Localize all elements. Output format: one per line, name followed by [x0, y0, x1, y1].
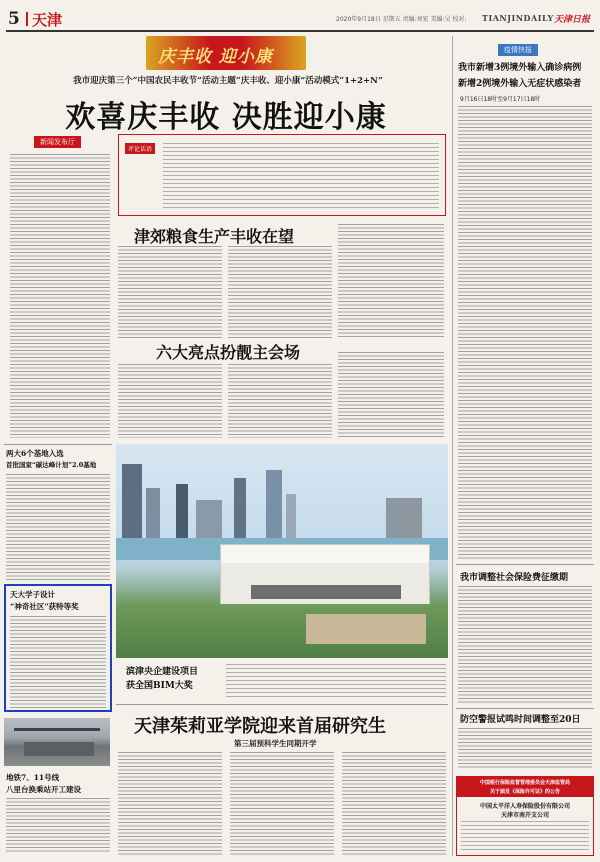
masthead-latin: TIANJINDAILY: [482, 13, 554, 23]
museum-roof: [221, 545, 429, 563]
juilliard-body-1: [118, 752, 222, 856]
social-insurance-body: [458, 586, 592, 704]
epidemic-body: [458, 106, 592, 560]
masthead-logo: 天津日报: [554, 15, 591, 25]
notice-regulator: 中国银行保险监督管理委员会天津监管局: [479, 780, 570, 786]
metro-headline-2: 八里台换乘站开工建设: [6, 785, 81, 794]
dateline: 2020年9月18日 星期五 责编:刘宏 美编:吴 校对:: [336, 16, 467, 23]
photo-caption: [116, 662, 448, 702]
highlighted-story[interactable]: [4, 584, 112, 712]
epidemic-tag: 疫情快报: [498, 44, 538, 56]
epidemic-headline-2: 新增2例境外输入无症状感染者: [458, 79, 582, 89]
juilliard-body-3: [342, 752, 446, 856]
lead-body-column-6: [228, 364, 332, 438]
tower: [176, 484, 188, 538]
section-name: 天津: [32, 11, 63, 29]
lead-body-column-1: [10, 154, 110, 438]
tower: [146, 488, 160, 538]
metro-photo: [4, 718, 110, 766]
lead-story: [6, 36, 448, 441]
museum-window-band: [251, 585, 401, 599]
notice-branch: 天津市南开支公司: [500, 812, 549, 819]
bottom-story: [116, 704, 448, 856]
editor-box-text: [163, 143, 439, 209]
lead-kicker: 我市迎庆第三个“中国农民丰收节”活动主题“庆丰收、迎小康”活动模式“1+2+N”: [73, 76, 383, 86]
header-rule: [6, 30, 594, 32]
lead-body-column-5: [118, 364, 222, 438]
subhead-grain: 津郊粮食生产丰收在望: [134, 227, 295, 246]
banner-text: 庆丰收 迎小康: [158, 47, 273, 67]
right-column: [456, 36, 594, 856]
lead-headline: 欢喜庆丰收 决胜迎小康: [65, 100, 387, 135]
social-insurance-headline: 我市调整社会保险费征缴期: [460, 573, 569, 583]
juilliard-body-2: [230, 752, 334, 856]
lead-body-column-7: [338, 352, 444, 438]
rule-top: [4, 444, 112, 445]
lead-body-column-2: [118, 246, 222, 338]
editor-box-label: 评论话语: [125, 143, 155, 154]
editor-box: [118, 134, 446, 216]
plaza: [306, 614, 426, 644]
base-story-headline-1: 两大6个基地入选: [6, 449, 64, 458]
site-structure: [24, 742, 94, 756]
tower: [196, 500, 222, 538]
base-story-body: [6, 474, 110, 582]
metro-headline-1: 地铁7、11号线: [6, 773, 60, 782]
left-column: [4, 444, 112, 856]
license-notice: [456, 776, 594, 856]
tower: [266, 470, 282, 538]
highlighted-story-headline-2: “神奇社区”获特等奖: [10, 602, 79, 611]
rule-1: [456, 564, 594, 565]
crane-shape: [14, 728, 100, 731]
column-divider: [452, 36, 453, 856]
base-story-headline-2: 首批国家“碳达峰计划”2.0基地: [6, 461, 97, 469]
main-photo: [116, 444, 448, 658]
section-divider: [26, 12, 28, 26]
caption-headline-2: 获全国BIM大奖: [126, 681, 193, 691]
notice-details: [461, 821, 589, 853]
rule-2: [456, 708, 594, 709]
page-header: [6, 8, 594, 30]
tower: [386, 498, 422, 538]
tower: [122, 464, 142, 538]
air-raid-headline: 防空警报试鸣时间调整至20日: [460, 715, 581, 725]
juilliard-subhead: 第三届预科学生同期开学: [234, 739, 317, 748]
tower: [234, 478, 246, 538]
highlighted-story-body: [10, 616, 106, 708]
caption-body: [226, 664, 446, 698]
page-number: 5: [8, 9, 20, 29]
tower: [286, 494, 296, 538]
air-raid-body: [458, 728, 592, 768]
highlighted-story-headline-1: 天大学子设计: [10, 590, 55, 599]
epidemic-dateline: 9月16日18时至9月17日18时: [460, 96, 541, 103]
juilliard-headline: 天津茱莉亚学院迎来首届研究生: [134, 716, 386, 737]
section-tag: 新闻发布厅: [34, 136, 81, 148]
epidemic-headline-1: 我市新增3例境外输入确诊病例: [458, 63, 582, 73]
lead-body-column-3: [228, 246, 332, 338]
metro-body: [6, 798, 110, 854]
caption-headline-1: 滨津央企建设项目: [126, 667, 199, 677]
notice-title: 关于颁发《保险许可证》的公告: [489, 789, 560, 795]
lead-body-column-4: [338, 224, 444, 338]
subhead-venue: 六大亮点扮靓主会场: [156, 343, 301, 362]
notice-company: 中国太平洋人寿保险股份有限公司: [479, 803, 570, 810]
rule: [116, 704, 448, 705]
